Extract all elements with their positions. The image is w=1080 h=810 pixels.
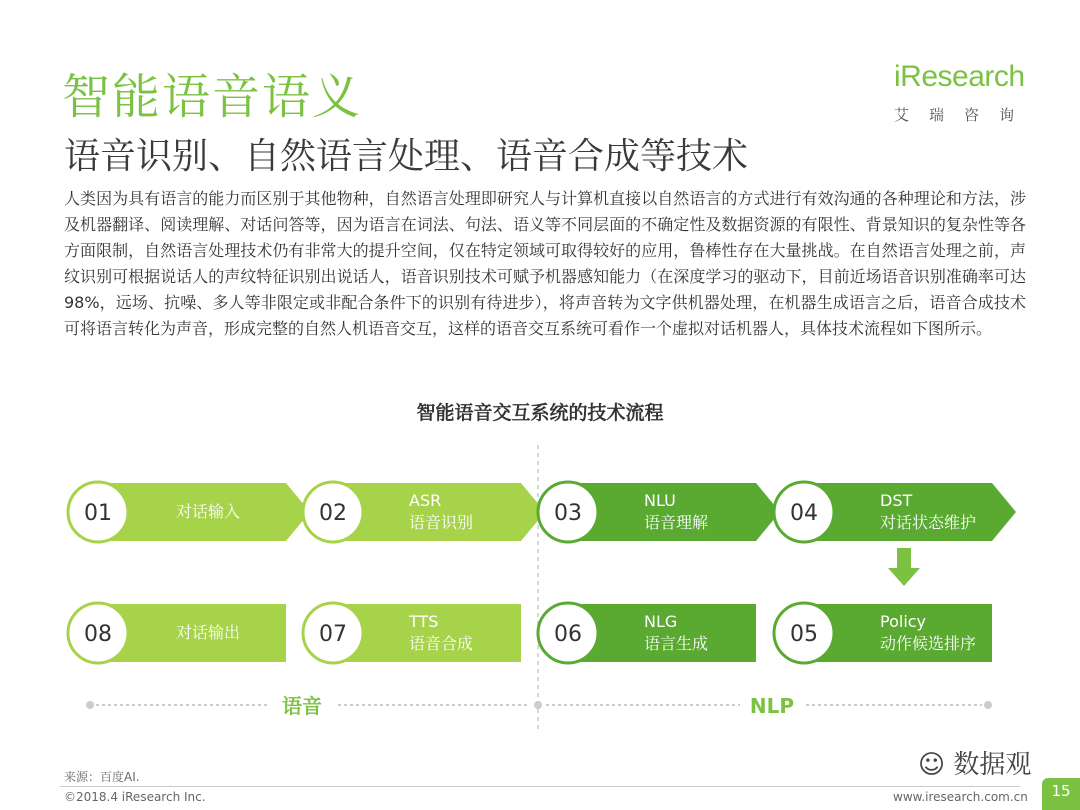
logo-brand-text: iResearch: [894, 60, 1025, 93]
website-url: www.iresearch.com.cn: [893, 790, 1028, 804]
step-label-04: 对话状态维护: [880, 513, 977, 532]
wechat-icon: ☺: [918, 750, 946, 780]
step-abbr-04: DST: [880, 491, 913, 510]
step-number-03: 03: [554, 501, 582, 526]
step-banner-02: [339, 483, 545, 541]
source-note: 来源：百度AI.: [64, 770, 140, 784]
watermark-text: 数据观: [953, 750, 1032, 780]
section-right-dot: [984, 701, 992, 709]
page-subtitle: 语音识别、自然语言处理、语音合成等技术: [64, 136, 749, 177]
page-number: 15: [1051, 782, 1071, 800]
step-number-02: 02: [319, 501, 347, 526]
step-label-08: 对话输出: [175, 623, 241, 642]
copyright: ©2018.4 iResearch Inc.: [64, 790, 206, 804]
step-label-01: 对话输入: [175, 502, 241, 521]
section-label-nlp: NLP: [749, 694, 795, 718]
section-left-dot: [86, 701, 94, 709]
iresearch-logo: [888, 60, 1038, 130]
step-number-08: 08: [84, 622, 112, 647]
step-banner-04: [810, 483, 1016, 541]
wechat-watermark: [918, 744, 1031, 781]
footer-divider: [60, 786, 1020, 787]
step-abbr-03: NLU: [644, 491, 676, 510]
step-abbr-05: Policy: [880, 612, 927, 631]
step-abbr-06: NLG: [644, 612, 678, 631]
down-arrow-icon: [888, 548, 920, 586]
intro-paragraph: 人类因为具有语言的能力而区别于其他物种，自然语言处理即研究人与计算机直接以自然语言的方式进行有效沟通的各种理论和方法，涉及机器翻译、阅读理解、对话问答等，因为语言在词法、句法、语义等不同层面的不确定性及数据资源的有限性、背景知识的复杂性等各方面限制，自然语言处理技术仍有非常大的提升空间，仅在特定领域可取得较好的应用，鲁棒性存在大量挑战。在自然语言处理之前，声纹识别可根据说话人的声纹特征识别出说话人，语音识别技术可赋予机器感知能力（在深度学习的驱动下，目前近场语音识别准确率可达98%，远场、抗噪、多人等非限定或非配合条件下的识别有待进步），将声音转为文字供机器处理，在机器生成语言之后，语音合成技术可将语言转化为声音，形成完整的自然人机语音交互，这样的语音交互系统可看作一个虚拟对话机器人，具体技术流程如下图所示。: [64, 189, 1026, 338]
step-number-07: 07: [319, 622, 347, 647]
diagram-title: 智能语音交互系统的技术流程: [416, 402, 664, 424]
step-label-07: 语音合成: [409, 634, 474, 653]
step-abbr-02: ASR: [409, 491, 442, 510]
step-banner-03: [574, 483, 780, 541]
flow-diagram: [0, 440, 1080, 740]
step-label-03: 语音理解: [644, 513, 709, 532]
logo-cn-text: 艾瑞咨询: [894, 106, 1035, 124]
step-label-06: 语言生成: [644, 634, 709, 653]
step-number-01: 01: [84, 501, 112, 526]
step-number-05: 05: [790, 622, 818, 647]
section-label-speech: 语音: [282, 694, 322, 718]
step-number-06: 06: [554, 622, 582, 647]
step-label-02: 语音识别: [409, 513, 474, 532]
section-mid-dot: [534, 701, 542, 709]
page-title: 智能语音语义: [62, 69, 363, 125]
step-label-05: 动作候选排序: [880, 634, 977, 653]
step-abbr-07: TTS: [409, 612, 439, 631]
step-number-04: 04: [790, 501, 818, 526]
